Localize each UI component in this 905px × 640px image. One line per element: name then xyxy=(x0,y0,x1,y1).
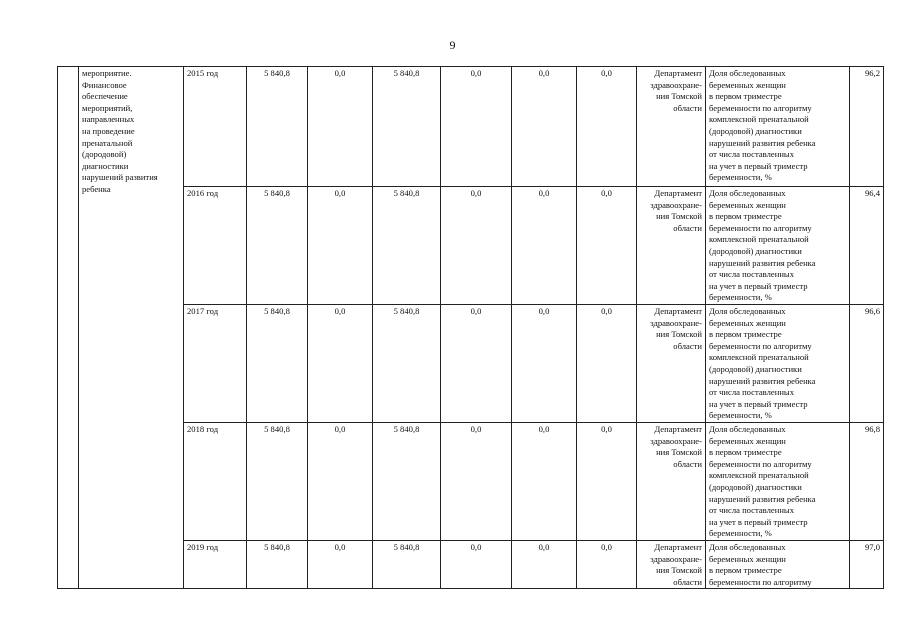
regional-cell: 5 840,8 xyxy=(373,423,441,541)
department-cell: Департамент здравоохране- ния Томской области xyxy=(637,541,706,589)
extra-cell: 0,0 xyxy=(577,67,637,187)
regional-cell: 5 840,8 xyxy=(373,305,441,423)
department-cell: Департамент здравоохране- ния Томской области xyxy=(637,187,706,305)
federal-cell: 0,0 xyxy=(308,67,373,187)
total-cell: 5 840,8 xyxy=(247,305,308,423)
federal-cell: 0,0 xyxy=(308,187,373,305)
indicator-cell: Доля обследованных беременных женщин в первом триместре беременности по алгоритму комплексной пренатальной (дородовой) диагностики нарушений развития ребенка от числа поставленных на учет в первый триместр беременности, % xyxy=(706,67,850,187)
total-cell: 5 840,8 xyxy=(247,541,308,589)
row-number-cell xyxy=(58,67,79,589)
other-cell: 0,0 xyxy=(512,187,577,305)
program-table xyxy=(57,66,884,589)
department-cell: Департамент здравоохране- ния Томской области xyxy=(637,305,706,423)
indicator-cell: Доля обследованных беременных женщин в первом триместре беременности по алгоритму комплексной пренатальной (дородовой) диагностики нарушений развития ребенка от числа поставленных на учет в первый триместр беременности, % xyxy=(706,305,850,423)
indicator-value-cell: 96,8 xyxy=(850,423,884,541)
total-cell: 5 840,8 xyxy=(247,67,308,187)
other-cell: 0,0 xyxy=(512,541,577,589)
indicator-value-cell: 96,6 xyxy=(850,305,884,423)
other-cell: 0,0 xyxy=(512,305,577,423)
department-cell: Департамент здравоохране- ния Томской области xyxy=(637,67,706,187)
indicator-cell: Доля обследованных беременных женщин в первом триместре беременности по алгоритму комплексной пренатальной (дородовой) диагностики нарушений развития ребенка от числа поставленных на учет в первый триместр беременности, % xyxy=(706,187,850,305)
indicator-value-cell: 96,4 xyxy=(850,187,884,305)
total-cell: 5 840,8 xyxy=(247,187,308,305)
year-cell: 2018 год xyxy=(184,423,247,541)
other-cell: 0,0 xyxy=(512,67,577,187)
indicator-value-cell: 97,0 xyxy=(850,541,884,589)
indicator-cell: Доля обследованных беременных женщин в первом триместре беременности по алгоритму комплексной пренатальной (дородовой) диагностики нарушений развития ребенка от числа поставленных на учет в первый триместр беременности, % xyxy=(706,423,850,541)
other-cell: 0,0 xyxy=(512,423,577,541)
local-cell: 0,0 xyxy=(441,423,512,541)
federal-cell: 0,0 xyxy=(308,305,373,423)
local-cell: 0,0 xyxy=(441,67,512,187)
extra-cell: 0,0 xyxy=(577,423,637,541)
local-cell: 0,0 xyxy=(441,541,512,589)
indicator-cell: Доля обследованных беременных женщин в первом триместре беременности по алгоритму xyxy=(706,541,850,589)
extra-cell: 0,0 xyxy=(577,541,637,589)
year-cell: 2015 год xyxy=(184,67,247,187)
indicator-value-cell: 96,2 xyxy=(850,67,884,187)
page-number: 9 xyxy=(449,38,456,52)
year-cell: 2019 год xyxy=(184,541,247,589)
total-cell: 5 840,8 xyxy=(247,423,308,541)
extra-cell: 0,0 xyxy=(577,187,637,305)
local-cell: 0,0 xyxy=(441,187,512,305)
regional-cell: 5 840,8 xyxy=(373,541,441,589)
year-cell: 2017 год xyxy=(184,305,247,423)
regional-cell: 5 840,8 xyxy=(373,187,441,305)
year-cell: 2016 год xyxy=(184,187,247,305)
regional-cell: 5 840,8 xyxy=(373,67,441,187)
measure-name-cell: мероприятие. Финансовое обеспечение мероприятий, направленных на проведение пренатальной (дородовой) диагностики нарушений развития ребенка xyxy=(79,67,184,589)
table-row xyxy=(58,67,884,187)
department-cell: Департамент здравоохране- ния Томской области xyxy=(637,423,706,541)
federal-cell: 0,0 xyxy=(308,541,373,589)
extra-cell: 0,0 xyxy=(577,305,637,423)
local-cell: 0,0 xyxy=(441,305,512,423)
federal-cell: 0,0 xyxy=(308,423,373,541)
